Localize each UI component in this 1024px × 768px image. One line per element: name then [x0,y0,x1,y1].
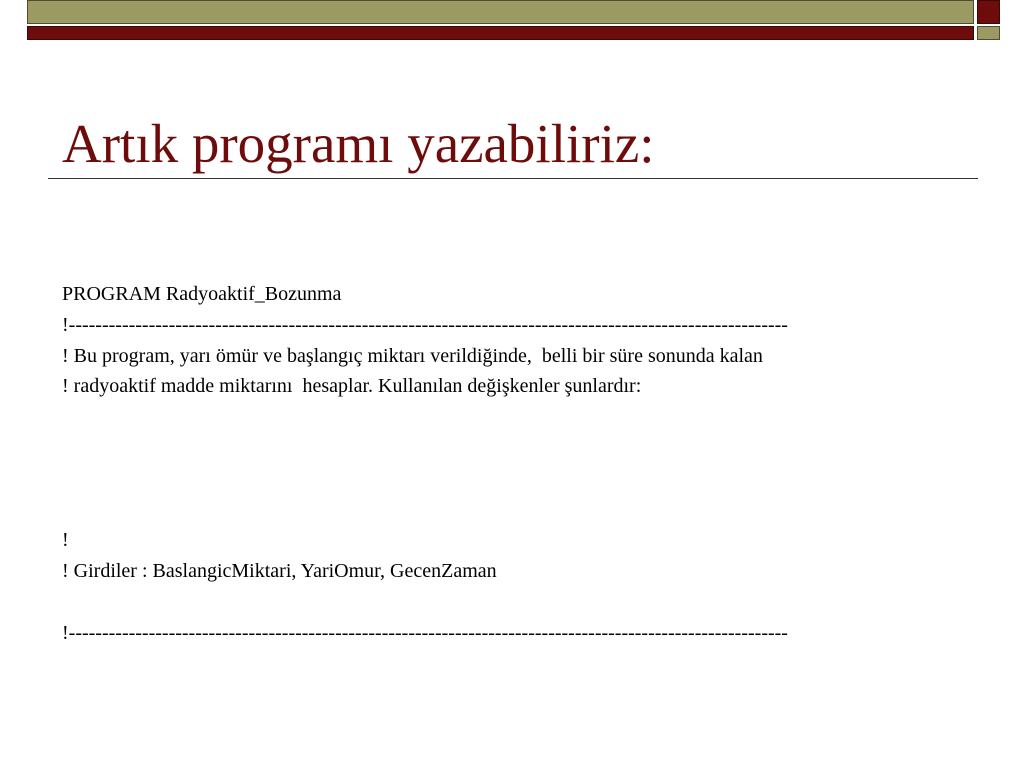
separator-end-line: !------------------------------------------------------------------------------------------------------------ [62,621,788,644]
header-square-olive [977,26,1000,40]
blank-comment-line: ! [62,529,69,552]
variable-row [62,433,972,464]
comment-line: ! Bu program, yarı ömür ve başlangıç miktarı verildiğinde, belli bir süre sonunda kalan [62,344,763,367]
separator-line: !------------------------------------------------------------------------------------------------------------ [62,313,788,336]
header-bar-olive [27,0,974,24]
variable-row [62,464,972,495]
program-header-line: PROGRAM Radyoaktif_Bozunma [62,283,342,305]
slide-title: Artık programı yazabiliriz: [62,113,655,174]
header-bar-maroon [27,26,974,40]
inputs-line: ! Girdiler : BaslangicMiktari, YariOmur, GecenZaman [62,560,497,583]
output-line [62,587,972,618]
title-divider [48,178,978,179]
variable-row [62,402,972,433]
comment-line: ! radyoaktif madde miktarını hesaplar. Kullanılan değişkenler şunlardır: [62,375,642,398]
variable-row [62,495,972,526]
header-square-maroon [977,0,1000,24]
program-code-block [62,279,972,649]
